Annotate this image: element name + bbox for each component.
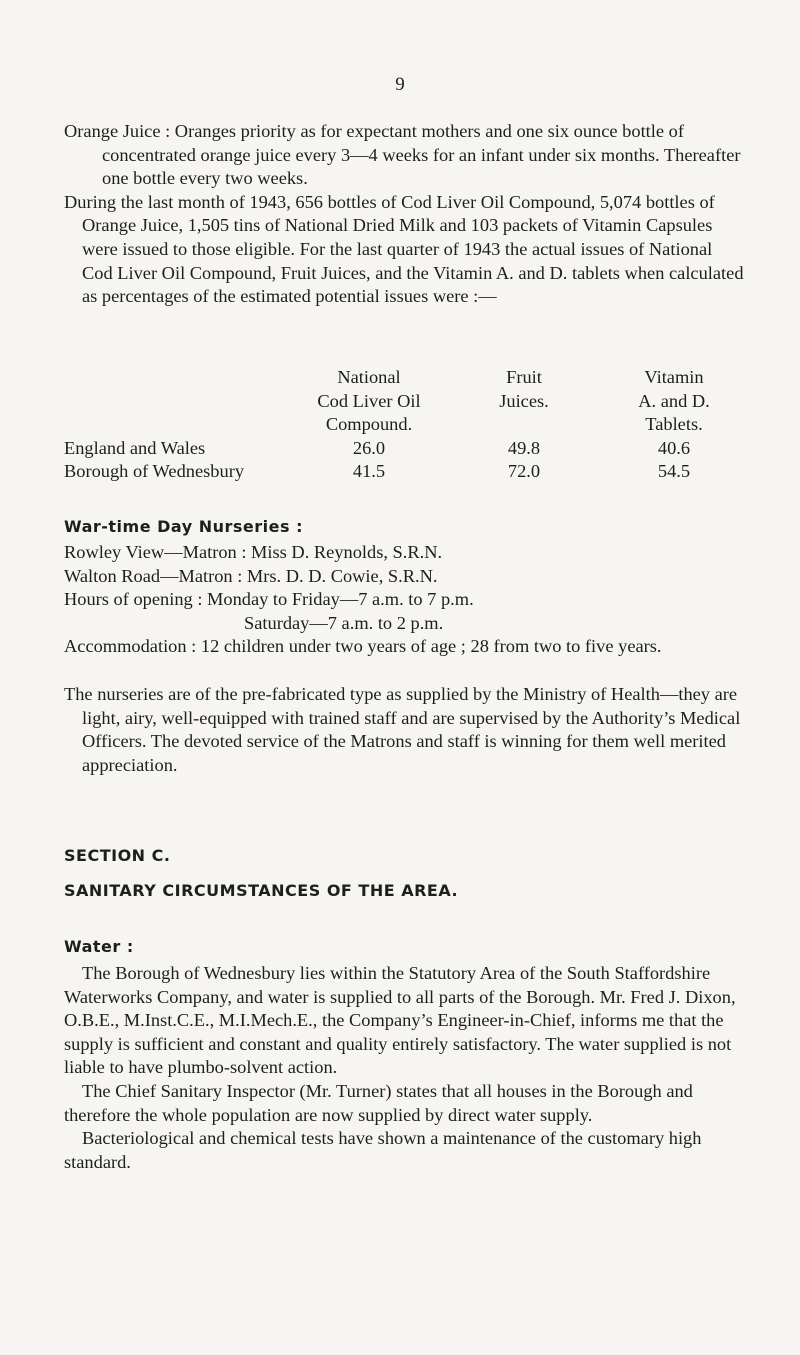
nursery-line: Rowley View—Matron : Miss D. Reynolds, S.R.N. [64,542,443,562]
section-title: SECTION C. [64,846,171,865]
row-label: England and Wales [64,437,206,458]
section-subtitle: SANITARY CIRCUMSTANCES OF THE AREA. [64,881,459,900]
cell: 54.5 [657,461,691,482]
accommodation-line: Accommodation : 12 children under two years of age ; 28 from two to five years. [64,636,662,657]
header-cod-liver-oil: National Cod Liver Oil Compound. [317,367,421,435]
water-heading: Water : [64,937,134,956]
table-row [64,437,744,461]
cell: 72.0 [507,461,541,482]
water-paragraph: Bacteriological and chemical tests have shown a maintenance of the customary high standard. [64,1128,702,1172]
header-fruit-juices: Fruit Juices. [499,367,549,411]
nurseries-section [64,541,744,777]
water-section [64,962,744,1174]
table-row [64,460,744,484]
issues-paragraph: During the last month of 1943, 656 bottles of Cod Liver Oil Compound, 5,074 bottles of Orange Juice, 1,505 tins of National Dried Milk and 103 packets of Vitamin Capsules were issued to those eligible. For the last quarter of 1943 the actual issues of National Cod Liver Oil Compound, Fruit Juices, and the Vitamin A. and D. tablets when calculated as percentages of the estimated potential issues were :— [64,191,744,307]
percentages-table [64,366,744,484]
table-header-row [64,366,744,437]
header-vitamin-tablets: Vitamin A. and D. Tablets. [638,367,710,435]
water-paragraph: The Borough of Wednesbury lies within the Statutory Area of the South Staffordshire Waterworks Company, and water is supplied to all parts of the Borough. Mr. Fred J. Dixon, O.B.E., M.Inst.C.E., M.I.Mech.E., the Company’s Engineer-in-Chief, informs me that the supply is sufficient and constant and quality entirely satisfactory. The water supplied is not liable to have plumbo-solvent action. [64,963,736,1078]
hours-line: Hours of opening : Monday to Friday—7 a.m. to 7 p.m. [64,589,474,610]
cell: 49.8 [507,437,541,458]
cell: 26.0 [352,437,386,458]
page-number: 9 [395,74,405,95]
nursery-line: Walton Road—Matron : Mrs. D. D. Cowie, S.R.N. [64,565,438,586]
orange-juice-paragraph: Orange Juice : Oranges priority as for expectant mothers and one six ounce bottle of concentrated orange juice every 3—4 weeks for an infant under six months. Thereafter one bottle every two weeks. [64,121,741,189]
cell: 41.5 [352,461,386,482]
nurseries-heading: War-time Day Nurseries : [64,517,303,536]
nurseries-paragraph: The nurseries are of the pre-fabricated type as supplied by the Ministry of Health—they are light, airy, well-equipped with trained staff and are supervised by the Authority’s Medical Officers. The devoted service of the Matrons and staff is winning for them well merited appreciation. [64,683,741,775]
hours-line-saturday: Saturday—7 a.m. to 2 p.m. [244,612,444,633]
cell: 40.6 [657,437,691,458]
intro-section [64,120,744,309]
row-label: Borough of Wednesbury [64,461,245,482]
water-paragraph: The Chief Sanitary Inspector (Mr. Turner) states that all houses in the Borough and therefore the whole population are now supplied by direct water supply. [64,1080,693,1125]
